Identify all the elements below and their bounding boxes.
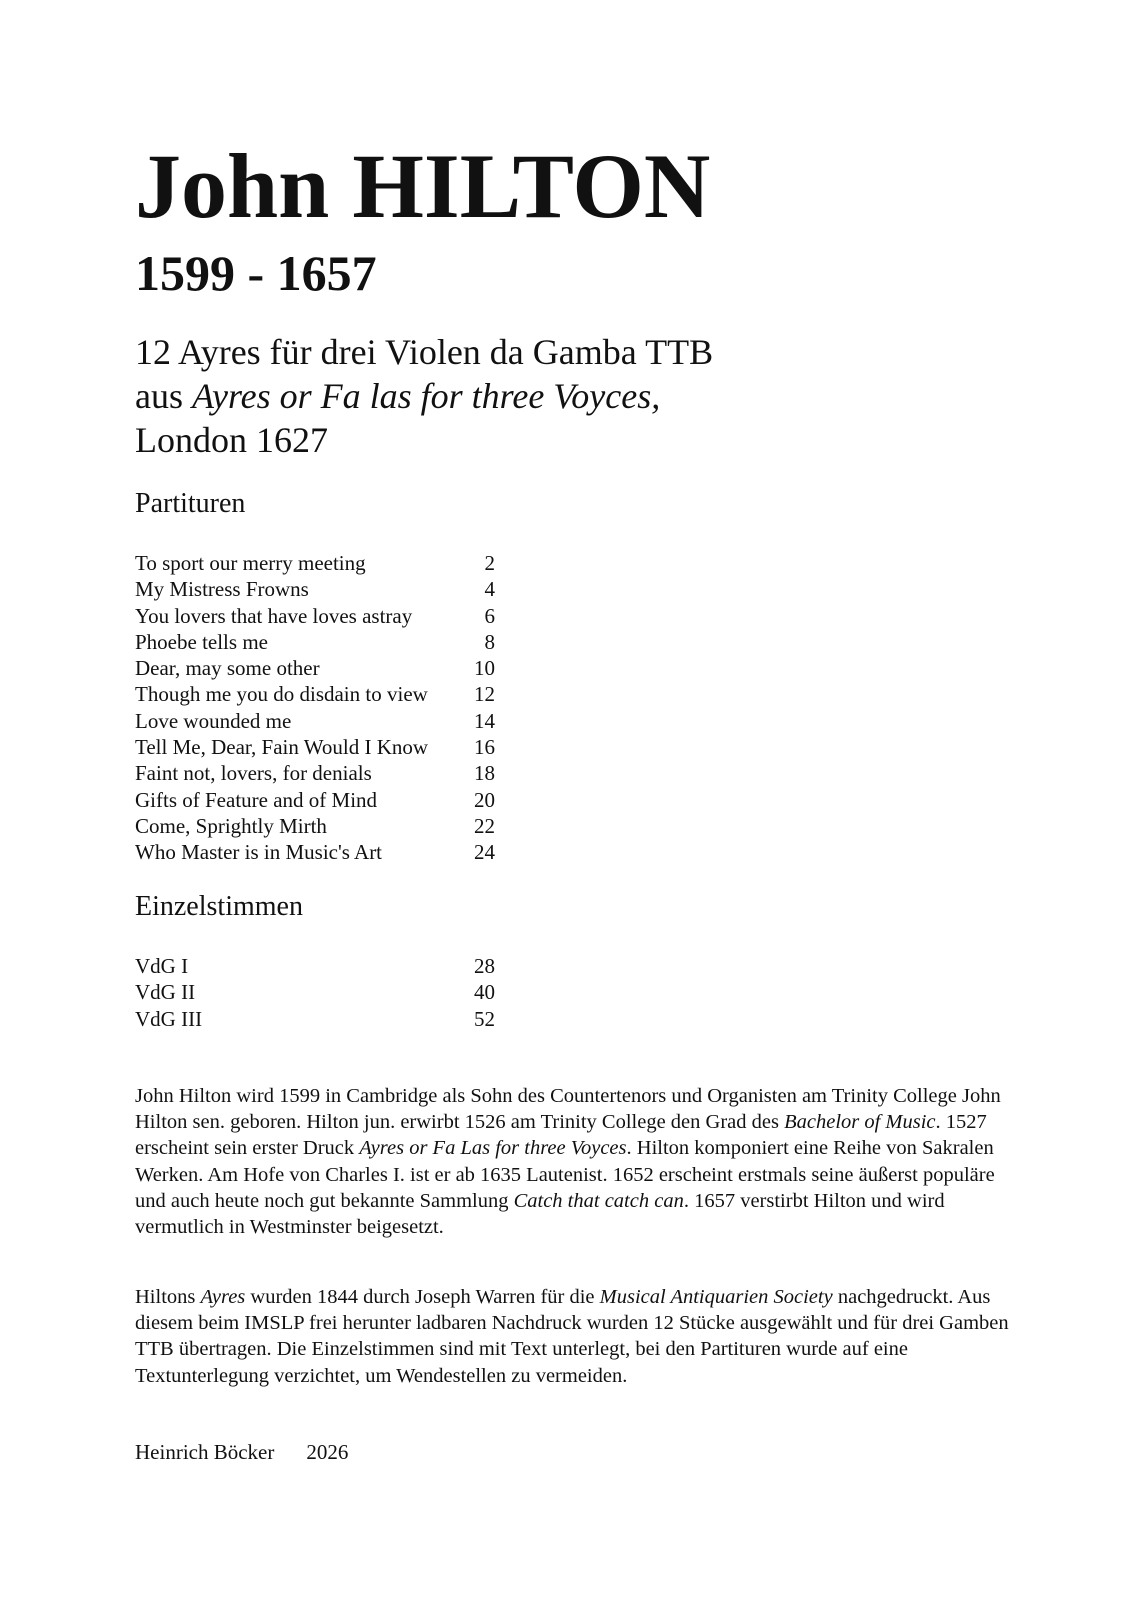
subtitle-line-3: London 1627 [135, 420, 328, 460]
toc-entry-title: VdG III [135, 1006, 203, 1031]
toc-entry-page-number: 10 [474, 656, 495, 681]
toc-entry-page-number: 2 [484, 551, 495, 575]
toc-entry-title: Faint not, lovers, for denials [135, 761, 372, 786]
subtitle-line-2 [135, 374, 713, 418]
toc-entry-page-number: 8 [484, 629, 495, 654]
parts-table-of-contents [135, 953, 495, 1032]
toc-entry [135, 655, 495, 681]
edition-year: 2026 [306, 1440, 349, 1464]
toc-entry [135, 629, 495, 655]
toc-entry-title: VdG II [135, 980, 196, 1005]
toc-entry [135, 953, 495, 979]
scores-heading: Partituren [135, 488, 246, 519]
bio-text: . 1527 erscheint sein erster Druck [135, 1111, 987, 1160]
toc-entry-title: Dear, may some other [135, 656, 320, 681]
toc-entry-title: You lovers that have loves astray [135, 603, 413, 628]
toc-entry-page-number: 20 [474, 787, 495, 812]
toc-entry-page-number: 4 [484, 577, 495, 602]
toc-entry-page-number: 6 [484, 603, 495, 628]
toc-entry [135, 708, 495, 734]
toc-entry [135, 760, 495, 786]
toc-entry-page-number: 22 [474, 813, 495, 838]
bio-italic-term: Musical Antiquarien Society [599, 1286, 833, 1308]
bio-italic-term: Bachelor of Music [784, 1111, 936, 1134]
subtitle-line-1: 12 Ayres für drei Violen da Gamba TTB [135, 332, 714, 372]
bio-text: . 1657 verstirbt Hilton und wird vermutlich in Westminster beigesetzt. [135, 1189, 945, 1239]
bio-italic-term: Ayres or Fa Las for three Voyces [359, 1137, 627, 1160]
toc-entry [135, 550, 495, 576]
toc-entry-title: Come, Sprightly Mirth [135, 813, 327, 838]
toc-entry-title: Gifts of Feature and of Mind [135, 787, 378, 812]
toc-entry-page-number: 52 [474, 1006, 495, 1031]
bio-italic-term: Catch that catch can [513, 1189, 684, 1212]
toc-entry-page-number: 14 [474, 708, 495, 733]
biography-paragraph-1 [135, 1083, 1015, 1240]
toc-entry [135, 813, 495, 839]
toc-entry-page-number: 40 [474, 980, 495, 1005]
signature [135, 1440, 348, 1465]
toc-entry [135, 734, 495, 760]
toc-entry-title: To sport our merry meeting [135, 551, 366, 575]
toc-entry [135, 576, 495, 602]
bio-text: . Hilton komponiert eine Reihe von Sakralen Werken. Am Hofe von Charles I. ist er ab 1635 Lautenist. 1652 erscheint erstmals seine äußerst populäre und auch heute noch gut bekannte Sammlung [135, 1137, 995, 1212]
toc-entry [135, 1006, 495, 1032]
editor-name: Heinrich Böcker [135, 1440, 275, 1464]
bio-text: nachgedruckt. Aus diesem beim IMSLP frei herunter ladbaren Nachdruck wurden 12 Stücke ausgewählt und für drei Gamben TTB übertragen. Die Einzelstimmen sind mit Text unterlegt, bei den Partituren wurde auf eine Textunterlegung verzichtet, um Wendestellen zu vermeiden. [135, 1286, 1009, 1387]
toc-entry-page-number: 16 [474, 735, 495, 760]
subtitle-source-title: Ayres or Fa las for three Voyces, [192, 376, 661, 416]
toc-entry-title: Love wounded me [135, 708, 292, 733]
toc-entry-page-number: 12 [474, 682, 495, 707]
toc-entry-title: My Mistress Frowns [135, 577, 309, 602]
bio-text: Hiltons [135, 1286, 201, 1308]
work-subtitle [135, 330, 713, 462]
parts-heading: Einzelstimmen [135, 891, 303, 922]
toc-entry-page-number: 28 [474, 954, 495, 978]
toc-entry-title: Who Master is in Music's Art [135, 840, 383, 865]
composer-dates: 1599 - 1657 [135, 245, 377, 301]
toc-entry-title: Tell Me, Dear, Fain Would I Know [135, 735, 429, 760]
subtitle-source-prefix: aus [135, 376, 192, 416]
bio-italic-term: Ayres [200, 1286, 246, 1308]
toc-entry-page-number: 24 [474, 840, 495, 865]
biography-paragraph-2 [135, 1284, 1015, 1389]
toc-entry-title: Though me you do disdain to view [135, 682, 428, 707]
toc-entry [135, 839, 495, 865]
toc-entry-title: Phoebe tells me [135, 629, 268, 654]
toc-entry [135, 603, 495, 629]
toc-entry-page-number: 18 [474, 761, 495, 786]
composer-name: John HILTON [135, 135, 711, 237]
toc-entry [135, 787, 495, 813]
bio-text: wurden 1844 durch Joseph Warren für die [245, 1286, 600, 1308]
toc-entry [135, 979, 495, 1005]
toc-entry-title: VdG I [135, 954, 189, 978]
toc-entry [135, 681, 495, 707]
bio-text: John Hilton wird 1599 in Cambridge als Sohn des Countertenors und Organisten am Trinity College John Hilton sen. geboren. Hilton jun. erwirbt 1526 am Trinity College den Grad des [135, 1085, 1001, 1134]
scores-table-of-contents [135, 550, 495, 866]
